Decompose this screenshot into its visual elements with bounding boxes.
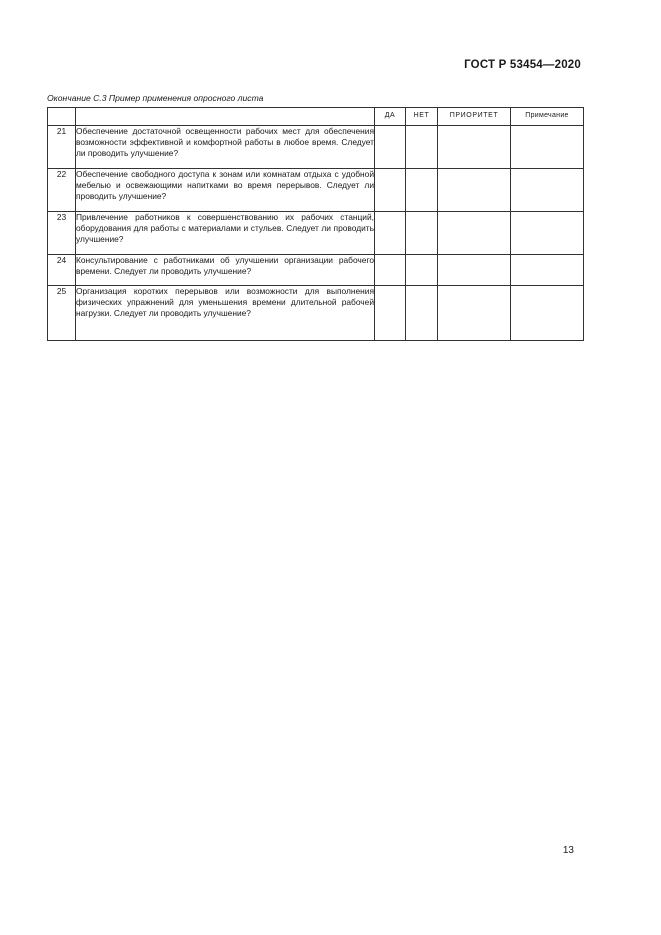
header-question-cell (76, 108, 375, 126)
priority-cell (438, 255, 511, 286)
answer-no-cell (406, 255, 438, 286)
row-number: 23 (48, 212, 76, 255)
priority-cell (438, 212, 511, 255)
row-question: Обеспечение достаточной освещенности рабочих мест для обеспечения возможности эффективной и комфортной работы в любое время. Следует ли проводить улучшение? (76, 126, 375, 169)
answer-no-cell (406, 212, 438, 255)
row-question: Обеспечение свободного доступа к зонам или комнатам отдыха с удобной мебелью и освежающими напитками во время перерывов. Следует ли проводить улучшение? (76, 169, 375, 212)
answer-no-cell (406, 169, 438, 212)
page-number: 13 (562, 845, 574, 856)
priority-cell (438, 286, 511, 341)
priority-cell (438, 126, 511, 169)
answer-yes-cell (375, 286, 406, 341)
answer-yes-cell (375, 126, 406, 169)
row-question: Привлечение работников к совершенствованию их рабочих станций, оборудования для работы с материалами и стульев. Следует ли проводить улучшение? (76, 212, 375, 255)
document-code: ГОСТ Р 53454—2020 (464, 59, 581, 71)
row-number: 25 (48, 286, 76, 341)
table-row (48, 126, 584, 169)
note-cell (511, 255, 584, 286)
table-caption: Окончание С.3 Пример применения опросного листа (47, 93, 264, 103)
header-no: НЕТ (406, 108, 438, 126)
questionnaire-table (47, 107, 584, 341)
note-cell (511, 126, 584, 169)
header-priority: ПРИОРИТЕТ (438, 108, 511, 126)
answer-yes-cell (375, 169, 406, 212)
table-row (48, 286, 584, 341)
table-header-row (48, 108, 584, 126)
header-yes: ДА (375, 108, 406, 126)
note-cell (511, 286, 584, 341)
answer-no-cell (406, 126, 438, 169)
table-row (48, 169, 584, 212)
row-number: 21 (48, 126, 76, 169)
note-cell (511, 169, 584, 212)
answer-yes-cell (375, 212, 406, 255)
priority-cell (438, 169, 511, 212)
answer-no-cell (406, 286, 438, 341)
header-num-cell (48, 108, 76, 126)
row-question: Организация коротких перерывов или возможности для выполнения физических упражнений для уменьшения времени длительной рабочей нагрузки. Следует ли проводить улучшение? (76, 286, 375, 341)
row-number: 24 (48, 255, 76, 286)
answer-yes-cell (375, 255, 406, 286)
row-number: 22 (48, 169, 76, 212)
table-row (48, 212, 584, 255)
row-question: Консультирование с работниками об улучшении организации рабочего времени. Следует ли проводить улучшение? (76, 255, 375, 286)
note-cell (511, 212, 584, 255)
table-row (48, 255, 584, 286)
header-note: Примечание (511, 108, 584, 126)
